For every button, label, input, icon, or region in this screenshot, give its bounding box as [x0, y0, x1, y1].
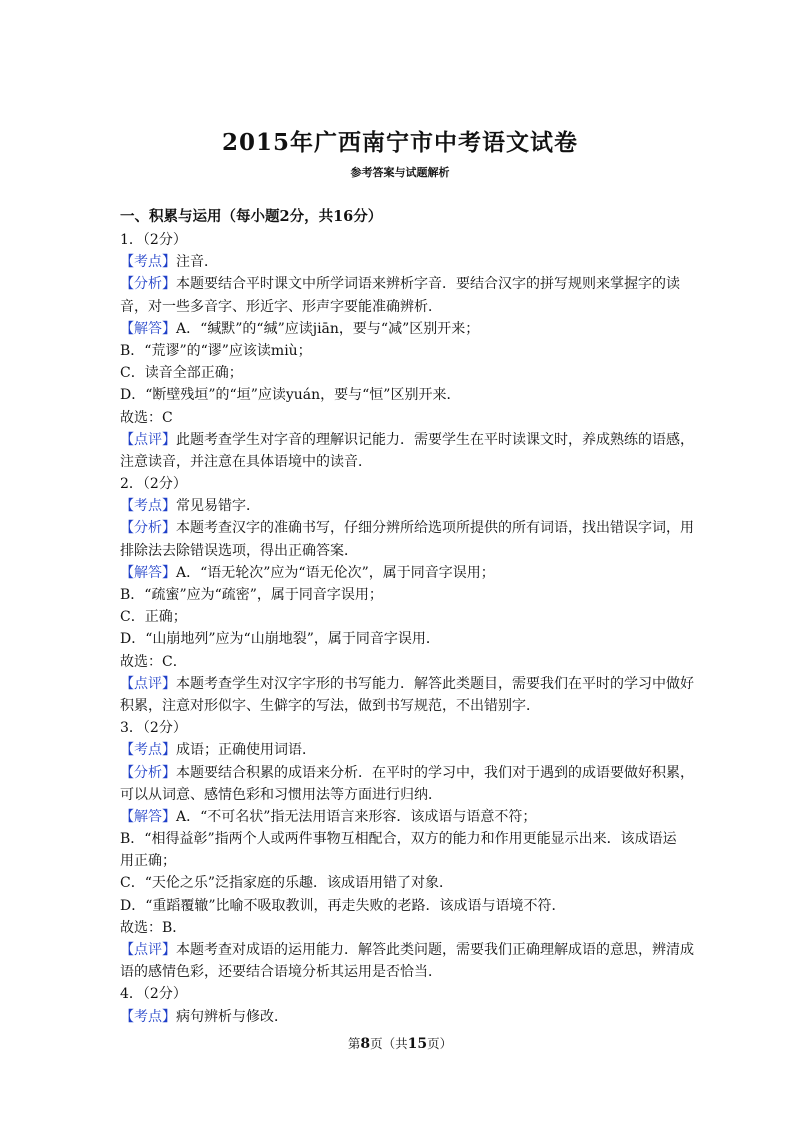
fenxi-tag: 【分析】: [120, 276, 176, 293]
dianping-line: 【点评】本题考查对成语的运用能力．解答此类问题，需要我们正确理解成语的意思，辨清成: [120, 942, 694, 958]
kaodian-line: 【考点】注音．: [120, 254, 218, 271]
text-line: B．“相得益彰”指两个人或两件事物互相配合，双方的能力和作用更能显示出来．该成语运: [120, 831, 677, 848]
jieda-line: 【解答】A．“不可名状”指无法用语言来形容．该成语与语意不符；: [120, 808, 537, 825]
document-body: [120, 229, 694, 1028]
kaodian-line: 【考点】病句辨析与修改．: [120, 1008, 288, 1025]
kaodian-tag: 【考点】: [120, 742, 176, 759]
kaodian-tag: 【考点】: [120, 1008, 176, 1025]
text-line: 注意读音，并注意在具体语境中的读音．: [120, 453, 372, 470]
kaodian-tag: 【考点】: [120, 498, 176, 515]
text-line: D．“山崩地列”应为“山崩地裂”，属于同音字误用．: [120, 631, 440, 648]
text-line: 积累，注意对形似字、生僻字的写法，做到书写规范，不出错别字．: [120, 697, 540, 714]
text-line: 排除法去除错误选项，得出正确答案．: [120, 542, 358, 559]
text-line: C．正确；: [120, 609, 187, 626]
page-subtitle: 参考答案与试题解析: [350, 166, 450, 179]
fenxi-tag: 【分析】: [120, 520, 176, 537]
dianping-line: 【点评】此题考查学生对字音的理解识记能力．需要学生在平时读课文时，养成熟练的语感，: [120, 431, 694, 448]
page-title: 2015年广西南宁市中考语文试卷: [221, 129, 578, 156]
kaodian-line: 【考点】常见易错字．: [120, 498, 260, 515]
total-page-number: 15: [407, 1036, 428, 1052]
text-line: C．读音全部正确；: [120, 365, 243, 382]
dianping-tag: 【点评】: [120, 675, 176, 692]
question-number: 4．（2分）: [120, 986, 187, 1003]
question-number: 3．（2分）: [120, 720, 187, 737]
text-line: 语的感情色彩，还要结合语境分析其运用是否恰当．: [120, 964, 442, 981]
answer-line: 故选：B．: [120, 919, 187, 936]
text-line: B．“疏蜜”应为“疏密”，属于同音字误用；: [120, 587, 383, 603]
answer-line: 故选：C．: [120, 653, 187, 670]
text-line: 用正确；: [120, 853, 176, 870]
text-line: C．“天伦之乐”泛指家庭的乐趣．该成语用错了对象．: [120, 875, 454, 892]
answer-line: 故选：C: [120, 409, 173, 426]
jieda-tag: 【解答】: [120, 320, 176, 337]
jieda-tag: 【解答】: [120, 808, 176, 825]
fenxi-tag: 【分析】: [120, 764, 176, 781]
text-line: 音，对一些多音字、形近字、形声字要能准确辨析．: [120, 298, 442, 315]
jieda-line: 【解答】A．“语无轮次”应为“语无伦次”，属于同音字误用；: [120, 564, 495, 581]
fenxi-line: 【分析】本题要结合积累的成语来分析．在平时的学习中，我们对于遇到的成语要做好积累，: [120, 764, 694, 781]
dianping-tag: 【点评】: [120, 431, 176, 448]
text-line: 可以从词意、感情色彩和习惯用法等方面进行归纳．: [120, 786, 442, 803]
text-line: D．“断壁残垣”的“垣”应读yuán，要与“恒”区别开来．: [120, 387, 461, 404]
jieda-tag: 【解答】: [120, 564, 176, 581]
kaodian-tag: 【考点】: [120, 254, 176, 271]
text-line: B．“荒谬”的“谬”应该读miù；: [120, 342, 312, 359]
section-heading: 一、积累与运用（每小题2分，共16分）: [120, 208, 383, 225]
question-number: 1．（2分）: [120, 232, 187, 248]
kaodian-line: 【考点】成语；正确使用词语．: [120, 742, 316, 759]
fenxi-line: 【分析】本题要结合平时课文中所学词语来辨析字音．要结合汉字的拼写规则来掌握字的读: [120, 276, 680, 293]
current-page-number: 8: [360, 1036, 371, 1052]
dianping-tag: 【点评】: [120, 942, 176, 958]
dianping-line: 【点评】本题考查学生对汉字字形的书写能力．解答此类题目，需要我们在平时的学习中做好: [120, 675, 694, 692]
page-footer: 第8页（共15页）: [347, 1036, 453, 1052]
text-line: D．“重蹈覆辙”比喻不吸取教训，再走失败的老路．该成语与语境不符．: [120, 897, 566, 914]
jieda-line: 【解答】A．“缄默”的“缄”应读jiān，要与“减”区别开来；: [120, 320, 480, 337]
fenxi-line: 【分析】本题考查汉字的准确书写，仔细分辨所给选项所提供的所有词语，找出错误字词，用: [120, 520, 694, 537]
question-number: 2．（2分）: [120, 476, 187, 493]
